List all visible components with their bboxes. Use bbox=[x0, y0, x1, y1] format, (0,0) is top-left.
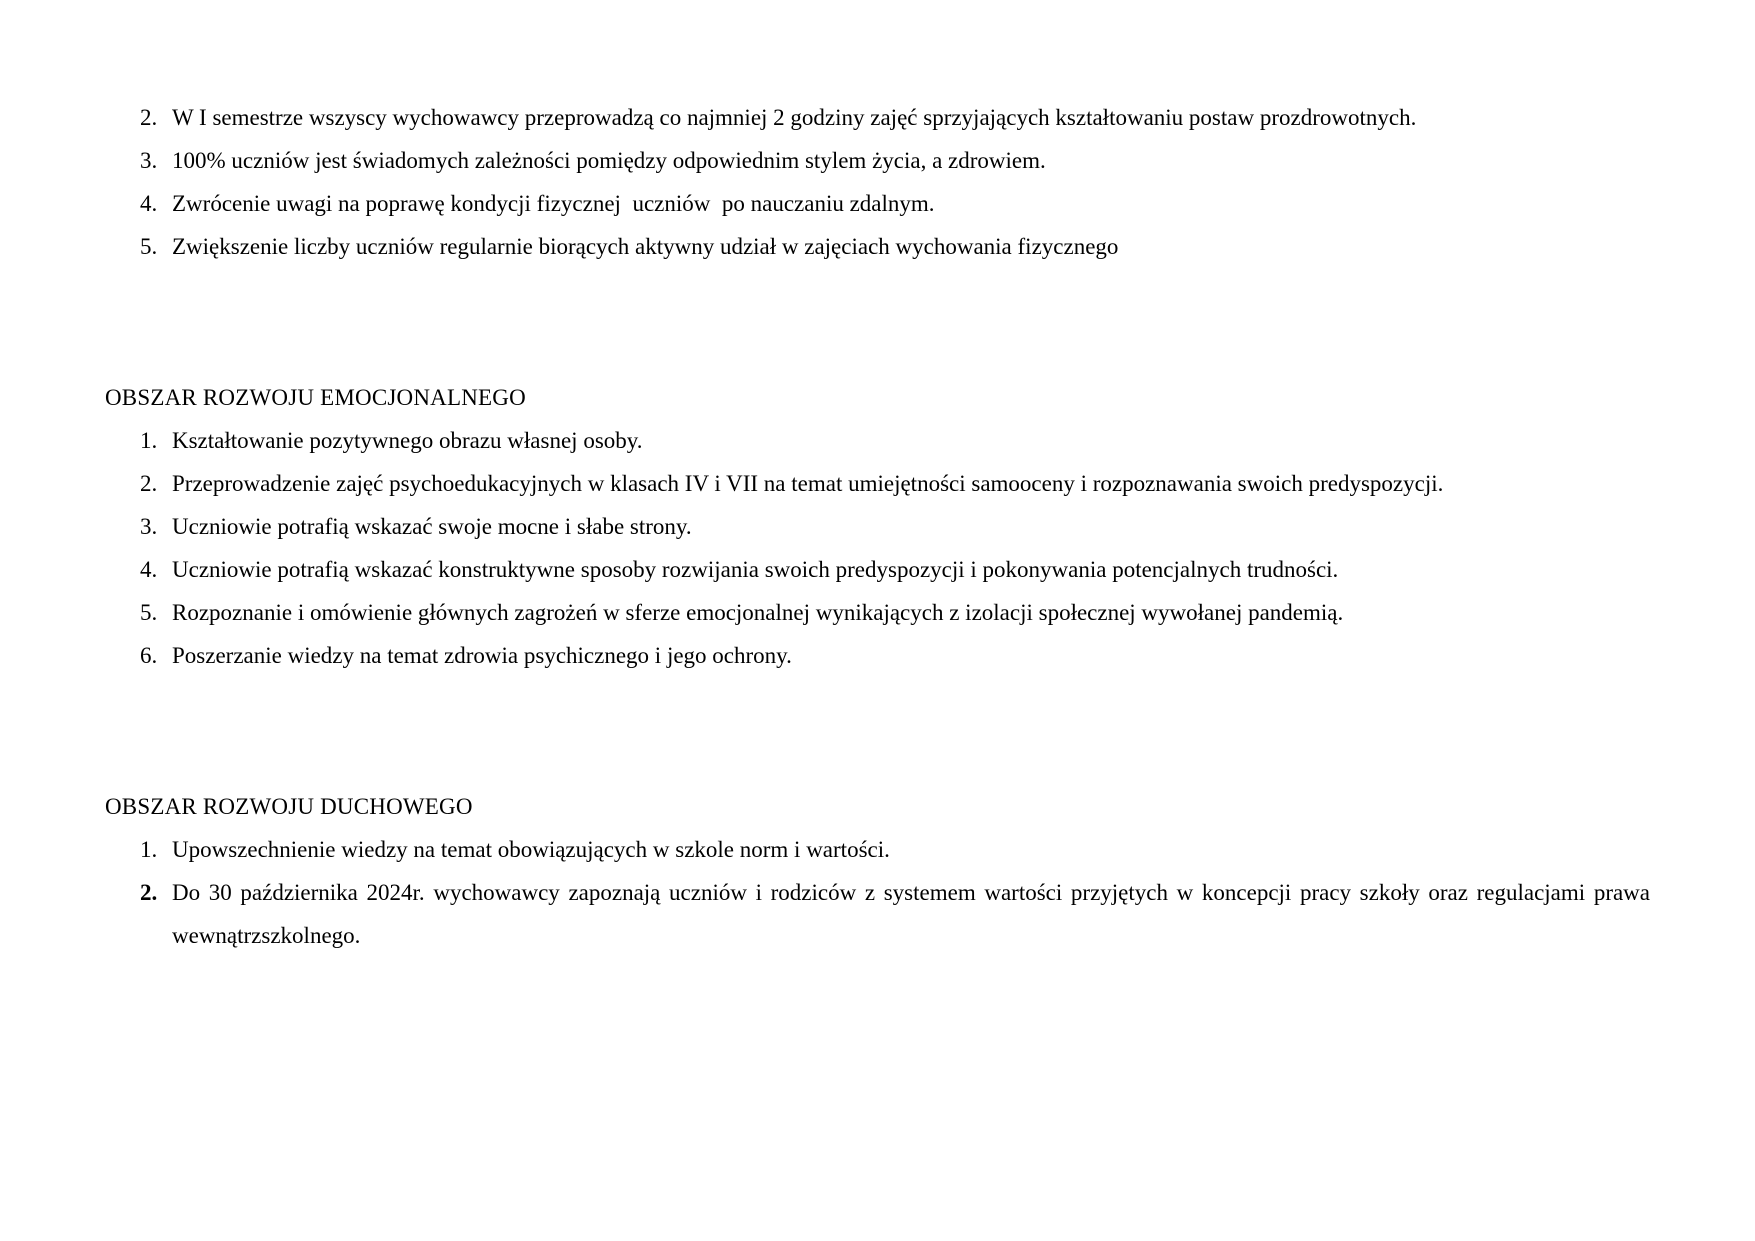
list-item bbox=[105, 828, 1650, 871]
list-item bbox=[105, 96, 1650, 139]
item-text: Zwiększenie liczby uczniów regularnie biorących aktywny udział w zajęciach wychowania fizycznego bbox=[172, 234, 1119, 259]
item-text: Uczniowie potrafią wskazać konstruktywne sposoby rozwijania swoich predyspozycji i pokonywania potencjalnych trudności. bbox=[172, 557, 1339, 582]
item-number: 5. bbox=[140, 600, 158, 625]
section-heading-emocjonalnego: OBSZAR ROZWOJU EMOCJONALNEGO bbox=[105, 385, 526, 410]
item-number: 6. bbox=[140, 643, 158, 668]
list-item bbox=[105, 462, 1650, 505]
item-text: Zwrócenie uwagi na poprawę kondycji fizycznej uczniów po nauczaniu zdalnym. bbox=[172, 191, 935, 216]
item-number: 2. bbox=[140, 880, 158, 905]
list-section-emocjonalnego bbox=[105, 419, 1650, 677]
item-text: Upowszechnienie wiedzy na temat obowiązujących w szkole norm i wartości. bbox=[172, 837, 890, 862]
list-item bbox=[105, 634, 1650, 677]
list-item bbox=[105, 505, 1650, 548]
item-number: 2. bbox=[140, 471, 158, 496]
item-text: 100% uczniów jest świadomych zależności pomiędzy odpowiednim stylem życia, a zdrowiem. bbox=[172, 148, 1046, 173]
item-text: Uczniowie potrafią wskazać swoje mocne i słabe strony. bbox=[172, 514, 692, 539]
item-number: 5. bbox=[140, 234, 158, 259]
list-item bbox=[105, 225, 1650, 268]
item-text: Rozpoznanie i omówienie głównych zagrożeń w sferze emocjonalnej wynikających z izolacji społecznej wywołanej pandemią. bbox=[172, 600, 1344, 625]
item-number: 2. bbox=[140, 105, 158, 130]
item-text: Do 30 października 2024r. wychowawcy zapoznają uczniów i rodziców z systemem wartości przyjętych w koncepcji pracy szkoły oraz regulacjami prawa wewnątrzszkolnego. bbox=[172, 880, 1656, 948]
list-section-health bbox=[105, 96, 1650, 268]
list-item bbox=[105, 139, 1650, 182]
list-item bbox=[105, 591, 1650, 634]
item-text: W I semestrze wszyscy wychowawcy przeprowadzą co najmniej 2 godziny zajęć sprzyjających kształtowaniu postaw prozdrowotnych. bbox=[172, 105, 1417, 130]
item-text: Przeprowadzenie zajęć psychoedukacyjnych w klasach IV i VII na temat umiejętności samooceny i rozpoznawania swoich predyspozycji. bbox=[172, 471, 1444, 496]
list-item bbox=[105, 182, 1650, 225]
list-item bbox=[105, 871, 1656, 957]
item-number: 4. bbox=[140, 557, 158, 582]
item-text: Kształtowanie pozytywnego obrazu własnej osoby. bbox=[172, 428, 643, 453]
list-item bbox=[105, 548, 1650, 591]
item-number: 3. bbox=[140, 514, 158, 539]
item-number: 3. bbox=[140, 148, 158, 173]
item-number: 4. bbox=[140, 191, 158, 216]
item-text: Poszerzanie wiedzy na temat zdrowia psychicznego i jego ochrony. bbox=[172, 643, 792, 668]
section-heading-duchowego: OBSZAR ROZWOJU DUCHOWEGO bbox=[105, 794, 473, 819]
list-section-duchowego bbox=[105, 828, 1656, 957]
item-number: 1. bbox=[140, 837, 158, 862]
item-number: 1. bbox=[140, 428, 158, 453]
list-item bbox=[105, 419, 1650, 462]
